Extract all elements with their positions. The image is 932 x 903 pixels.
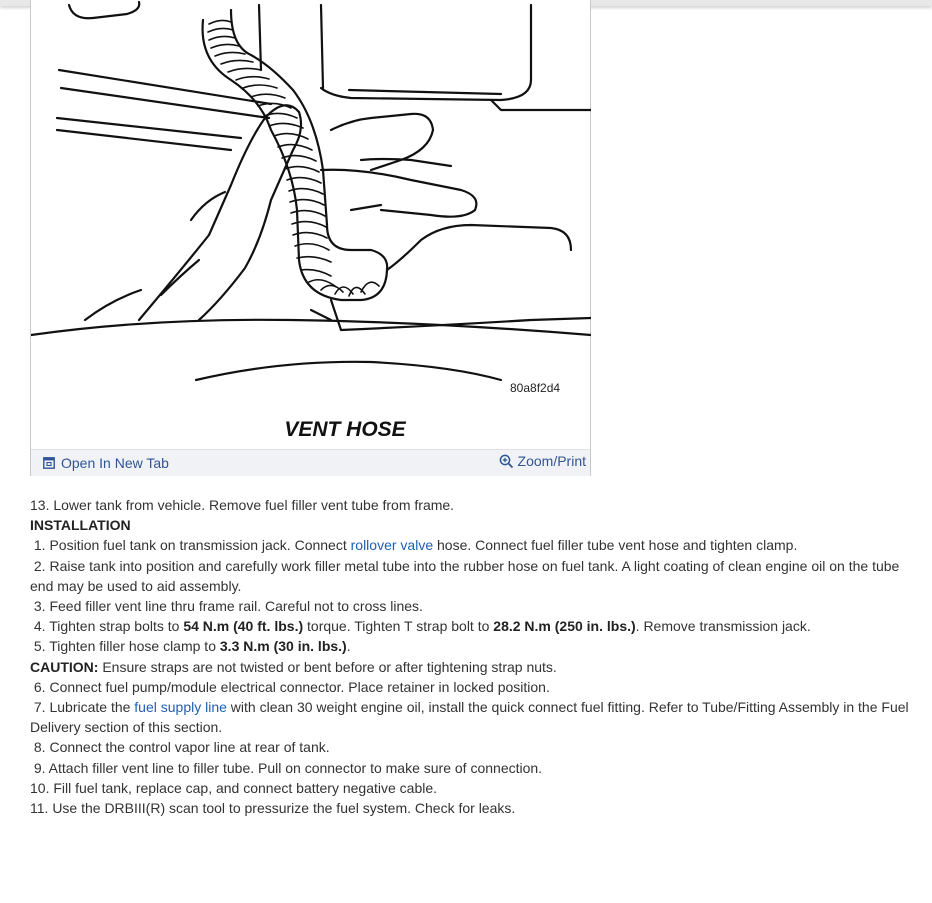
open-in-new-tab-link[interactable]: [43, 455, 169, 471]
fuel-supply-line-link[interactable]: fuel supply line: [134, 699, 227, 716]
open-in-new-tab-label: Open In New Tab: [61, 455, 169, 471]
install-step-4: [30, 616, 922, 636]
zoom-print-link[interactable]: [499, 453, 586, 469]
step-text: 7. Lubricate the: [30, 699, 135, 716]
figure-panel: [30, 0, 591, 476]
step-text: 4. Tighten strap bolts to: [30, 618, 184, 635]
install-step-6: 6. Connect fuel pump/module electrical connector. Place retainer in locked position.: [30, 678, 550, 695]
caution-label: CAUTION:: [30, 658, 99, 675]
install-step-1: [30, 535, 922, 555]
zoom-print-label: Zoom/Print: [517, 453, 586, 469]
install-step-5: [30, 636, 922, 656]
procedure-text: [30, 495, 922, 818]
install-step-10: 10. Fill fuel tank, replace cap, and connect battery negative cable.: [30, 779, 438, 796]
step-13: 13. Lower tank from vehicle. Remove fuel filler vent tube from frame.: [30, 497, 455, 513]
figure-code: 80a8f2d4: [510, 381, 561, 395]
install-step-3: 3. Feed filler vent line thru frame rail. Careful not to cross lines.: [30, 598, 423, 615]
rollover-valve-link[interactable]: rollover valve: [350, 537, 434, 554]
install-step-8: 8. Connect the control vapor line at rear of tank.: [30, 739, 330, 756]
torque-value: 54 N.m (40 ft. lbs.): [183, 618, 304, 635]
installation-heading: INSTALLATION: [30, 517, 131, 534]
step-text: Position fuel tank on transmission jack. Connect: [49, 537, 351, 554]
torque-value: 28.2 N.m (250 in. lbs.): [493, 618, 636, 635]
step-text: hose. Connect fuel filler tube vent hose and tighten clamp.: [433, 537, 798, 554]
step-text: . Remove transmission jack.: [635, 618, 811, 635]
step-text: torque. Tighten T strap bolt to: [303, 618, 494, 635]
install-step-11: 11. Use the DRBIII(R) scan tool to pressurize the fuel system. Check for leaks.: [30, 800, 516, 817]
caution-note: [30, 657, 922, 677]
step-text: .: [346, 638, 351, 655]
step-text: 5. Tighten filler hose clamp to: [30, 638, 220, 655]
zoom-in-icon: [499, 454, 514, 469]
step-text: with clean 30 weight engine oil, install the quick connect fuel fitting. Refer to Tube/Fitting Assembly in the Fuel Delivery section of this section.: [30, 699, 913, 736]
figure-caption: VENT HOSE: [284, 418, 406, 441]
torque-value: 3.3 N.m (30 in. lbs.): [219, 638, 347, 655]
figure-toolbar: [31, 449, 590, 476]
caution-text: Ensure straps are not twisted or bent before or after tightening strap nuts.: [98, 658, 557, 675]
open-in-new-tab-icon: [43, 457, 55, 469]
vent-hose-illustration: [31, 0, 591, 400]
install-step-9: 9. Attach filler vent line to filler tube. Pull on connector to make sure of connection.: [30, 759, 543, 776]
install-step-2: 2. Raise tank into position and carefully work filler metal tube into the rubber hose on fuel tank. A light coating of clean engine oil on the tube end may be used to aid assembly.: [30, 557, 904, 594]
step-number: 1.: [30, 537, 50, 554]
install-step-7: [30, 697, 922, 737]
